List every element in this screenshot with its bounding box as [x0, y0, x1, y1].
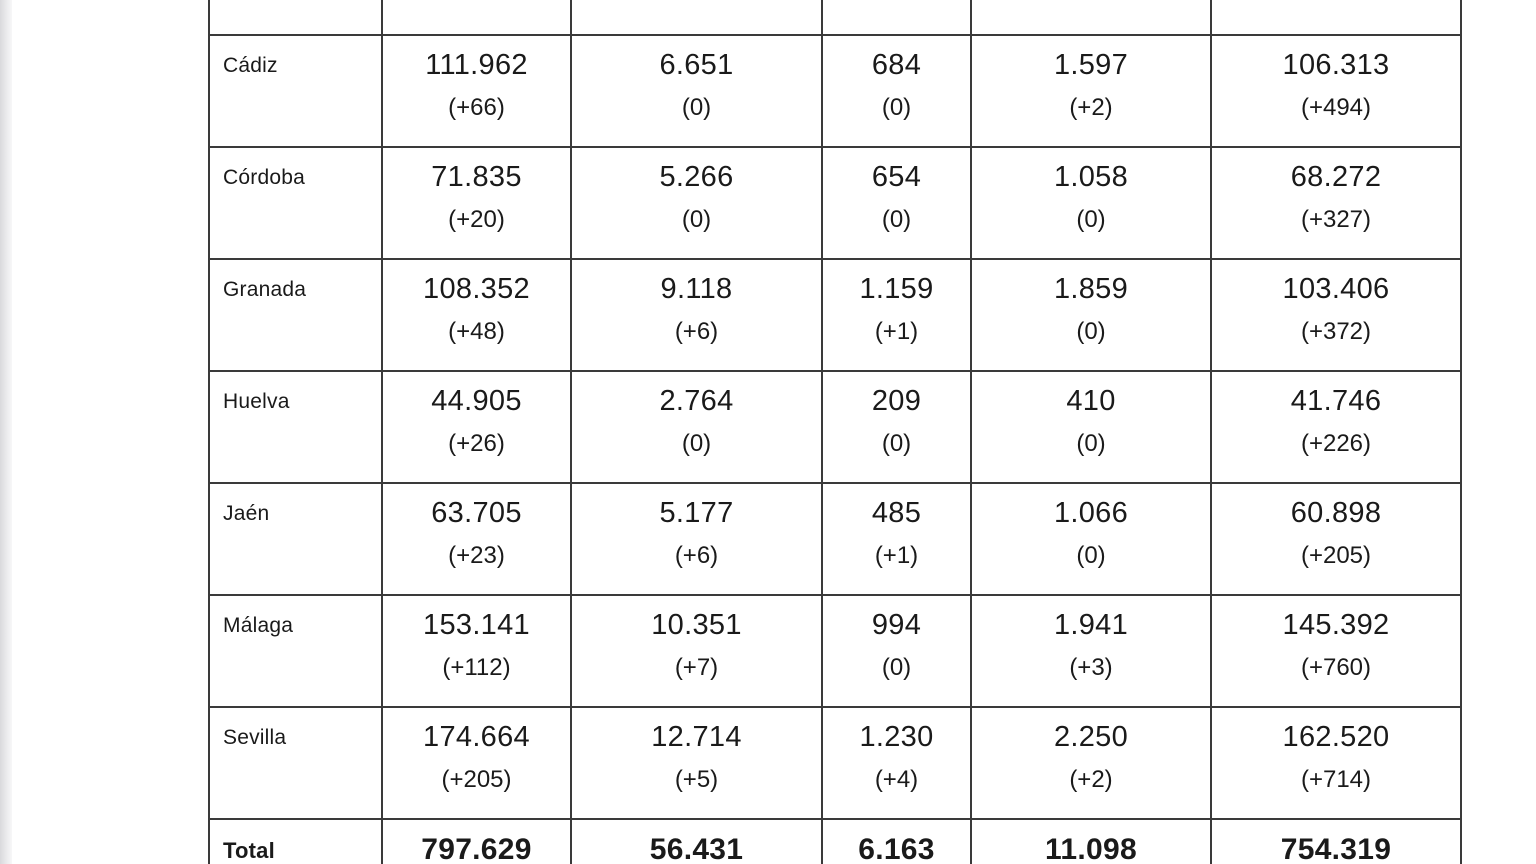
- value-delta: (+205): [441, 766, 512, 793]
- value-delta: (+1): [874, 318, 919, 345]
- value-cell: [971, 35, 1211, 147]
- value-delta: (0): [681, 206, 712, 233]
- table-row: [209, 483, 1461, 595]
- province-name: Málaga: [223, 614, 294, 637]
- value-delta: (+6): [674, 318, 719, 345]
- value-cell: [822, 483, 971, 595]
- value-delta: (+760): [1300, 654, 1372, 681]
- value-cell: [822, 259, 971, 371]
- province-cell: [209, 147, 382, 259]
- value-cell: [571, 35, 822, 147]
- value-main: 797.629: [421, 833, 532, 864]
- province-name: Huelva: [223, 390, 290, 413]
- value-main: 410: [1066, 385, 1116, 417]
- value-delta: (+2): [1069, 766, 1113, 793]
- value-main: 174.664: [423, 721, 530, 753]
- province-cell: [209, 483, 382, 595]
- value-cell: [382, 147, 571, 259]
- value-main: 111.962: [425, 49, 528, 81]
- table-row-total: [209, 819, 1461, 864]
- value-cell: [571, 371, 822, 483]
- value-main: 485: [871, 497, 922, 529]
- value-main: 106.313: [1282, 49, 1390, 81]
- value-delta: (+48): [448, 318, 505, 345]
- value-delta: (+7): [674, 654, 719, 681]
- value-main: 103.406: [1282, 273, 1390, 305]
- value-main: 2.250: [1053, 721, 1129, 753]
- value-delta: (0): [681, 94, 712, 121]
- table-row: [209, 707, 1461, 819]
- value-cell: [1211, 483, 1461, 595]
- province-name: Total: [223, 838, 275, 863]
- value-delta: (+112): [442, 654, 511, 681]
- value-cell: [822, 819, 971, 864]
- province-cell: [209, 819, 382, 864]
- province-cell: [209, 707, 382, 819]
- value-delta: (+4): [874, 766, 919, 793]
- value-delta: (0): [1076, 542, 1106, 569]
- value-delta: (+714): [1300, 766, 1372, 793]
- value-delta: (0): [881, 94, 912, 121]
- value-main: 41.746: [1290, 385, 1382, 417]
- value-main: 1.230: [859, 721, 934, 753]
- value-main: 209: [871, 385, 922, 417]
- value-main: 6.163: [858, 833, 935, 864]
- value-main: 5.266: [659, 161, 734, 193]
- province-name: Cádiz: [223, 54, 278, 77]
- value-delta: (+26): [448, 430, 505, 457]
- table-row: [209, 371, 1461, 483]
- value-main: 68.272: [1290, 161, 1382, 193]
- value-cell: [382, 371, 571, 483]
- value-delta: (+205): [1300, 542, 1372, 569]
- value-cell: [382, 259, 571, 371]
- value-delta: (+327): [1300, 206, 1372, 233]
- value-cell: [822, 0, 971, 35]
- value-delta: (0): [1076, 430, 1106, 457]
- value-cell: [822, 35, 971, 147]
- value-cell: [1211, 147, 1461, 259]
- table-row: [209, 35, 1461, 147]
- table-row: [209, 0, 1461, 35]
- value-cell: [571, 819, 822, 864]
- value-main: 12.714: [651, 721, 742, 753]
- value-cell: [971, 147, 1211, 259]
- value-cell: [1211, 259, 1461, 371]
- value-delta: (+372): [1300, 318, 1372, 345]
- value-delta: (+2): [1069, 94, 1113, 121]
- window-left-edge: [0, 0, 12, 864]
- value-cell: [382, 0, 571, 35]
- value-delta: (0): [881, 654, 912, 681]
- value-cell: [822, 595, 971, 707]
- value-main: 9.118: [660, 273, 733, 305]
- table-row: [209, 259, 1461, 371]
- value-delta: (+20): [448, 206, 505, 233]
- value-main: 60.898: [1290, 497, 1382, 529]
- province-name: Granada: [223, 278, 307, 301]
- value-main: 994: [871, 609, 922, 641]
- value-cell: [971, 819, 1211, 864]
- value-cell: [571, 595, 822, 707]
- value-cell: [571, 483, 822, 595]
- value-main: 1.859: [1053, 273, 1129, 305]
- table-row: [209, 147, 1461, 259]
- value-main: 754.319: [1280, 833, 1392, 864]
- value-cell: [1211, 707, 1461, 819]
- province-cell: [209, 0, 382, 35]
- value-delta: (+494): [1300, 94, 1372, 121]
- value-cell: [971, 707, 1211, 819]
- province-cell: [209, 371, 382, 483]
- province-cell: [209, 259, 382, 371]
- table-row: [209, 595, 1461, 707]
- value-cell: [971, 483, 1211, 595]
- province-name: Sevilla: [223, 726, 287, 749]
- value-main: 162.520: [1282, 721, 1390, 753]
- value-delta: (+66): [448, 94, 505, 121]
- value-cell: [382, 819, 571, 864]
- value-delta: (+1): [874, 542, 919, 569]
- value-main: 10.351: [651, 609, 742, 641]
- province-cell: [209, 35, 382, 147]
- value-cell: [1211, 371, 1461, 483]
- value-main: 1.058: [1053, 161, 1129, 193]
- value-main: 56.431: [649, 833, 744, 864]
- value-cell: [971, 0, 1211, 35]
- value-main: 6.651: [659, 49, 734, 81]
- value-cell: [382, 595, 571, 707]
- value-delta: (+23): [448, 542, 505, 569]
- province-name: Jaén: [223, 502, 270, 525]
- value-cell: [382, 707, 571, 819]
- value-delta: (+6): [674, 542, 719, 569]
- value-delta: (0): [1076, 206, 1106, 233]
- value-cell: [571, 0, 822, 35]
- value-delta: (+226): [1300, 430, 1372, 457]
- value-main: 145.392: [1282, 609, 1390, 641]
- value-delta: (0): [681, 430, 712, 457]
- value-cell: [971, 371, 1211, 483]
- value-delta: (+5): [674, 766, 719, 793]
- value-main: 1.597: [1053, 49, 1129, 81]
- value-cell: [1211, 819, 1461, 864]
- value-cell: [822, 707, 971, 819]
- value-main: 44.905: [431, 385, 522, 417]
- value-main: 63.705: [431, 497, 522, 529]
- value-main: 1.941: [1053, 609, 1129, 641]
- value-cell: [571, 147, 822, 259]
- value-main: 654: [871, 161, 922, 193]
- value-cell: [822, 147, 971, 259]
- province-cell: [209, 595, 382, 707]
- value-cell: [1211, 0, 1461, 35]
- value-main: 153.141: [423, 609, 530, 641]
- value-cell: [822, 371, 971, 483]
- value-delta: (0): [881, 206, 912, 233]
- value-main: 1.159: [859, 273, 934, 305]
- value-cell: [971, 259, 1211, 371]
- value-main: 5.177: [659, 497, 734, 529]
- value-delta: (0): [881, 430, 912, 457]
- value-main: 11.098: [1045, 833, 1137, 864]
- value-cell: [1211, 595, 1461, 707]
- covid-province-table: [208, 0, 1462, 864]
- value-main: 1.066: [1053, 497, 1129, 529]
- value-cell: [571, 707, 822, 819]
- province-name: Córdoba: [223, 166, 305, 189]
- value-cell: [382, 483, 571, 595]
- value-main: 71.835: [431, 161, 522, 193]
- value-main: 684: [871, 49, 922, 81]
- value-cell: [971, 595, 1211, 707]
- value-main: 2.764: [659, 385, 734, 417]
- value-delta: (0): [1076, 318, 1106, 345]
- value-cell: [571, 259, 822, 371]
- value-delta: (+3): [1069, 654, 1113, 681]
- value-cell: [382, 35, 571, 147]
- value-cell: [1211, 35, 1461, 147]
- value-main: 108.352: [423, 273, 530, 305]
